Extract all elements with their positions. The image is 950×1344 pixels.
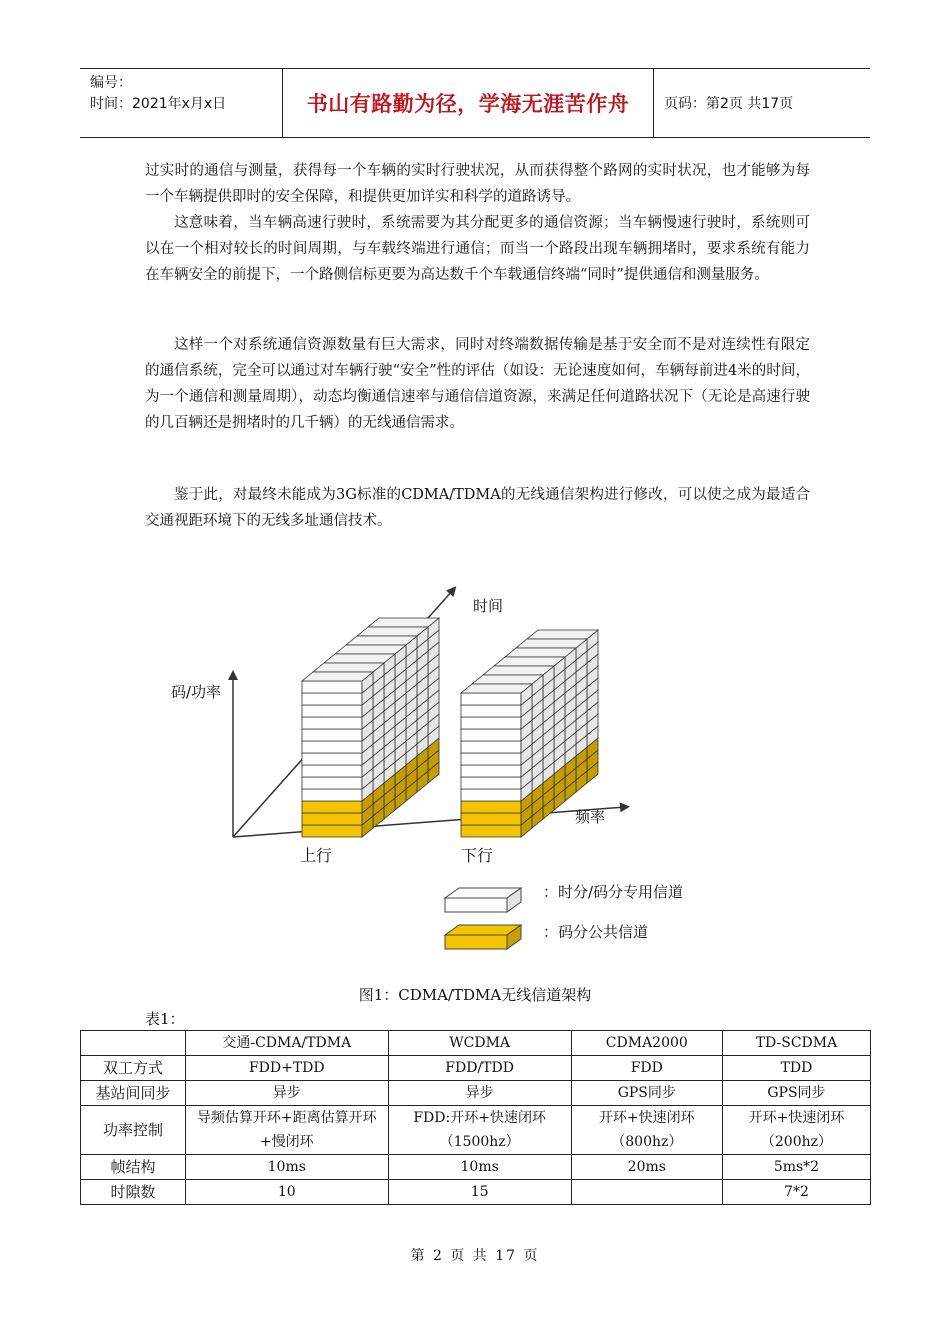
slot-front-face: [302, 825, 362, 837]
slot-top-face: [472, 675, 543, 684]
table-header-cell: [81, 1031, 186, 1056]
slot-front-face: [461, 717, 521, 729]
table-cell: 5ms*2: [722, 1155, 870, 1180]
slot-top-face: [368, 618, 439, 627]
slot-top-face: [313, 663, 384, 672]
slot-front-face: [302, 801, 362, 813]
table-row: [81, 1106, 871, 1155]
table-cell: 导频估算开环+距离估算开环+慢闭环: [186, 1106, 389, 1155]
table-cell: 开环+快速闭环（800hz）: [571, 1106, 722, 1155]
table-cell: FDD:开环+快速闭环（1500hz）: [388, 1106, 571, 1155]
table-header-cell: WCDMA: [388, 1031, 571, 1056]
slot-top-face: [516, 639, 587, 648]
slot-top-face: [324, 654, 395, 663]
legend-dedicated-label: ：时分/码分专用信道: [543, 883, 684, 901]
slot-front-face: [461, 741, 521, 753]
paragraph-2: 这意味着，当车辆高速行驶时，系统需要为其分配更多的通信资源；当车辆慢速行驶时，系统则可以在一个相对较长的时间周期，与车载终端进行通信；而当一个路段出现车辆拥堵时，要求系统有能力在车辆安全的前提下，一个路侧信标更要为高达数千个车载通信终端“同时”提供通信和测量服务。: [145, 215, 810, 283]
table-cell: [571, 1180, 722, 1205]
paragraph-4: 鉴于此，对最终未能成为3G标准的CDMA/TDMA的无线通信架构进行修改，可以使之成为最适合交通视距环境下的无线多址通信技术。: [145, 487, 810, 529]
table-cell: 异步: [186, 1081, 389, 1106]
slot-top-face: [483, 666, 554, 675]
table-cell: 开环+快速闭环（200hz）: [722, 1106, 870, 1155]
comparison-table: [80, 1030, 871, 1205]
table-cell: 10: [186, 1180, 389, 1205]
table-cell: 10ms: [186, 1155, 389, 1180]
slot-front-face: [302, 693, 362, 705]
slot-front-face: [461, 693, 521, 705]
axis-label-code-power: 码/功率: [171, 683, 222, 701]
slot-front-face: [302, 813, 362, 825]
slot-front-face: [461, 765, 521, 777]
slot-front-face: [461, 789, 521, 801]
table-cell: 异步: [388, 1081, 571, 1106]
slot-front-face: [302, 753, 362, 765]
slot-top-face: [302, 672, 373, 681]
channel-architecture-diagram: [145, 575, 745, 975]
page-header: [80, 68, 870, 138]
legend-common-label: ：码分公共信道: [543, 923, 649, 941]
x-axis: [233, 807, 625, 837]
slot-front-face: [461, 813, 521, 825]
slot-front-face: [302, 741, 362, 753]
table-cell: 20ms: [571, 1155, 722, 1180]
table-cell: TDD: [722, 1056, 870, 1081]
slot-front-face: [461, 705, 521, 717]
header-page-info: 页码：第2页 共17页: [664, 96, 794, 112]
slot-front-face: [302, 681, 362, 693]
table-cell: 功率控制: [81, 1106, 186, 1155]
table-cell: GPS同步: [722, 1081, 870, 1106]
slot-top-face: [494, 657, 565, 666]
table-row: [81, 1180, 871, 1205]
slot-top-face: [527, 630, 598, 639]
table-cell: FDD: [571, 1056, 722, 1081]
table-row: [81, 1056, 871, 1081]
axis-label-frequency: 频率: [575, 808, 606, 826]
legend-dedicated: [445, 883, 683, 912]
table-cell: 帧结构: [81, 1155, 186, 1180]
slot-front-face: [461, 729, 521, 741]
slot-front-face: [461, 801, 521, 813]
slot-top-face: [335, 645, 406, 654]
paragraph-3: 这样一个对系统通信资源数量有巨大需求，同时对终端数据传输是基于安全而不是对连续性有限定的通信系统，完全可以通过对车辆行驶“安全”性的评估（如设：无论速度如何，车辆每前进4米的时间，为一个通信和测量周期），动态均衡通信速率与通信信道资源，来满足任何道路状况下（无论是高速行驶的几百辆还是拥堵时的几千辆）的无线通信需求。: [145, 337, 810, 431]
slot-front-face: [302, 729, 362, 741]
label-uplink: 上行: [300, 846, 333, 865]
axis-label-time: 时间: [473, 597, 504, 615]
slot-top-face: [357, 627, 428, 636]
table-header-row: [81, 1031, 871, 1056]
table-cell: 10ms: [388, 1155, 571, 1180]
table-row: [81, 1155, 871, 1180]
table-cell: 15: [388, 1180, 571, 1205]
page-footer: 第 2 页 共 17 页: [410, 1248, 540, 1264]
slot-top-face: [505, 648, 576, 657]
table-cell: FDD/TDD: [388, 1056, 571, 1081]
header-motto: 书山有路勤为径，学海无涯苦作舟: [282, 69, 654, 137]
figure-caption: 图1：CDMA/TDMA无线信道架构: [358, 986, 592, 1004]
slot-front-face: [302, 777, 362, 789]
table-header-cell: CDMA2000: [571, 1031, 722, 1056]
slot-top-face: [461, 684, 532, 693]
legend-common: [445, 923, 648, 949]
table-cell: 时隙数: [81, 1180, 186, 1205]
table-cell: 7*2: [722, 1180, 870, 1205]
table-cell: GPS同步: [571, 1081, 722, 1106]
slot-front-face: [461, 777, 521, 789]
label-downlink: 下行: [461, 846, 494, 865]
table-cell: 基站间同步: [81, 1081, 186, 1106]
header-number: 编号：: [90, 75, 132, 91]
header-meta: [80, 69, 282, 137]
header-date: 时间：2021年x月x日: [90, 96, 227, 112]
table-row: [81, 1081, 871, 1106]
slot-front-face: [302, 717, 362, 729]
slot-front-face: [302, 705, 362, 717]
slot-front-face: [302, 765, 362, 777]
table-cell: FDD+TDD: [186, 1056, 389, 1081]
table-cell: 双工方式: [81, 1056, 186, 1081]
table-label: 表1：: [145, 1010, 185, 1028]
slot-front-face: [461, 753, 521, 765]
table-header-cell: 交通-CDMA/TDMA: [186, 1031, 389, 1056]
slot-front-face: [461, 825, 521, 837]
paragraph-1: 过实时的通信与测量，获得每一个车辆的实时行驶状况，从而获得整个路网的实时状况，也才能够为每一个车辆提供即时的安全保障，和提供更加详实和科学的道路诱导。: [145, 163, 810, 205]
channel-architecture-figure: [145, 575, 745, 975]
table-header-cell: TD-SCDMA: [722, 1031, 870, 1056]
slot-front-face: [302, 789, 362, 801]
slot-top-face: [346, 636, 417, 645]
